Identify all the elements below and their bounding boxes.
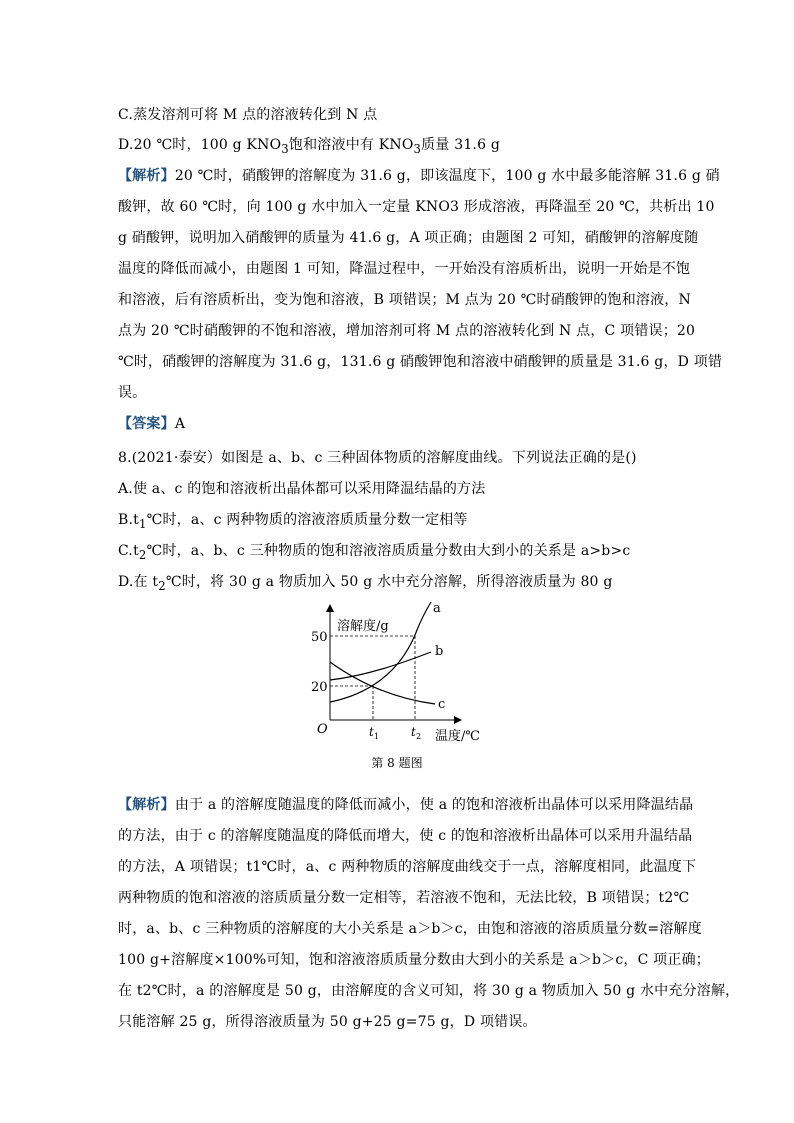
- y-tick-50: 50: [311, 630, 328, 645]
- q7-answer-value: A: [174, 416, 186, 432]
- q8-analysis-line: 在 t2℃时，a 的溶解度是 50 g，由溶解度的含义可知，将 30 g a 物质加入 50 g 水中充分溶解，: [118, 983, 740, 999]
- q8-analysis-tag: 【解析】: [118, 797, 175, 813]
- q7-analysis-line: ℃时，硝酸钾的溶解度为 31.6 g，131.6 g 硝酸钾饱和溶液中硝酸钾的质量是 31.6 g，D 项错: [118, 354, 723, 370]
- q8-analysis-text: 由于 a 的溶解度随温度的降低而减小，使 a 的饱和溶液析出晶体可以采用降温结晶: [174, 797, 694, 813]
- q8-analysis-line: 两种物质的饱和溶液的溶质质量分数一定相等，若溶液不饱和，无法比较，B 项错误；t2℃: [118, 890, 690, 906]
- curve-a: [330, 602, 431, 702]
- q8-option-b: [118, 509, 683, 531]
- x-axis-label: 温度/℃: [435, 729, 480, 744]
- y-tick-20: 20: [311, 680, 328, 695]
- q7-analysis-line: g 硝酸钾，说明加入硝酸钾的质量为 41.6 g，A 项正确；由题图 2 可知，硝酸钾的溶解度随: [118, 230, 699, 246]
- q7-analysis-line: 误。: [118, 385, 147, 401]
- q8-option-d: [118, 571, 683, 593]
- q8-option-d-part2: ℃时，将 30 g a 物质加入 50 g 水中充分溶解，所得溶液质量为 80 g: [165, 574, 613, 590]
- q7-answer-tag: 【答案】: [118, 416, 175, 432]
- curve-a-label: a: [433, 601, 441, 616]
- q8-option-c: [118, 540, 683, 562]
- x-tick-t2: t: [411, 725, 416, 739]
- q7-option-d-part3: 质量 31.6 g: [421, 137, 501, 153]
- q8-option-d-sub: 2: [158, 578, 166, 593]
- x-tick-t1: t: [369, 725, 374, 739]
- figure-caption: 第 8 题图: [371, 756, 423, 770]
- q7-option-d-sub2: 3: [413, 141, 422, 156]
- q8-option-c-part2: ℃时，a、b、c 三种物质的饱和溶液溶质质量分数由大到小的关系是 a>b>c: [146, 543, 631, 559]
- q7-analysis-line: [118, 165, 720, 185]
- q8-option-d-part1: D.在 t: [118, 574, 159, 590]
- x-tick-t1-sub: 1: [374, 732, 380, 741]
- q7-analysis-line: 和溶液，后有溶质析出，变为饱和溶液，B 项错误；M 点为 20 ℃时硝酸钾的饱和溶液，N: [118, 292, 691, 308]
- q8-option-b-part2: ℃时，a、c 两种物质的溶液溶质质量分数一定相等: [146, 512, 468, 528]
- q7-analysis-line: 温度的降低而减小，由题图 1 可知，降温过程中，一开始没有溶质析出，说明一开始是不饱: [118, 261, 691, 277]
- q8-option-b-part1: B.t: [118, 512, 139, 528]
- q8-analysis-line: 只能溶解 25 g，所得溶液质量为 50 g+25 g=75 g，D 项错误。: [118, 1014, 537, 1030]
- solubility-curve-figure: [305, 600, 480, 750]
- q7-option-d-part2: 饱和溶液中有 KNO: [288, 137, 414, 153]
- y-axis-label: 溶解度/g: [337, 619, 389, 634]
- q8-analysis-line: [118, 794, 694, 814]
- q8-analysis-line: 的方法，由于 c 的溶解度随温度的降低而增大，使 c 的饱和溶液析出晶体可以采用升温结晶: [118, 828, 693, 844]
- q7-option-c: C.蒸发溶剂可将 M 点的溶液转化到 N 点: [118, 107, 378, 123]
- q8-option-c-part1: C.t: [118, 543, 139, 559]
- q7-option-d-sub1: 3: [281, 141, 289, 156]
- curve-c-label: c: [438, 697, 446, 712]
- q7-analysis-text: 20 ℃时，硝酸钾的溶解度为 31.6 g，即该温度下，100 g 水中最多能溶解 31.6 g 硝: [174, 168, 720, 184]
- q7-option-d: [118, 134, 683, 156]
- solubility-curve-svg: [305, 600, 480, 750]
- q8-option-b-sub: 1: [138, 516, 147, 531]
- origin-label: O: [317, 722, 328, 737]
- x-tick-t2-sub: 2: [416, 732, 422, 741]
- q8-option-c-sub: 2: [138, 547, 147, 562]
- q7-analysis-tag: 【解析】: [118, 168, 175, 184]
- q8-analysis-line: 的方法，A 项错误；t1℃时，a、c 两种物质的溶解度曲线交于一点，溶解度相同，此温度下: [118, 859, 697, 875]
- q7-analysis-line: 点为 20 ℃时硝酸钾的不饱和溶液，增加溶剂可将 M 点的溶液转化到 N 点，C 项错误；20: [118, 323, 696, 339]
- curve-b-label: b: [435, 644, 444, 659]
- q7-answer-line: [118, 413, 683, 433]
- q7-option-d-part1: D.20 ℃时，100 g KNO: [118, 137, 282, 153]
- q8-analysis-line: 100 g+溶解度×100%可知，饱和溶液溶质质量分数由大到小的关系是 a＞b＞c，C 项正确；: [118, 952, 710, 968]
- curve-b: [330, 652, 431, 680]
- q7-analysis-line: 酸钾，故 60 ℃时，向 100 g 水中加入一定量 KNO3 形成溶液，再降温至 20 ℃，共析出 10: [118, 199, 715, 215]
- q8-analysis-line: 时，a、b、c 三种物质的溶解度的大小关系是 a＞b＞c，由饱和溶液的溶质质量分数=溶解度: [118, 921, 702, 937]
- q8-stem: 8.(2021·泰安）如图是 a、b、c 三种固体物质的溶解度曲线。下列说法正确的是(): [118, 450, 637, 466]
- q8-option-a: A.使 a、c 的饱和溶液析出晶体都可以采用降温结晶的方法: [118, 481, 486, 497]
